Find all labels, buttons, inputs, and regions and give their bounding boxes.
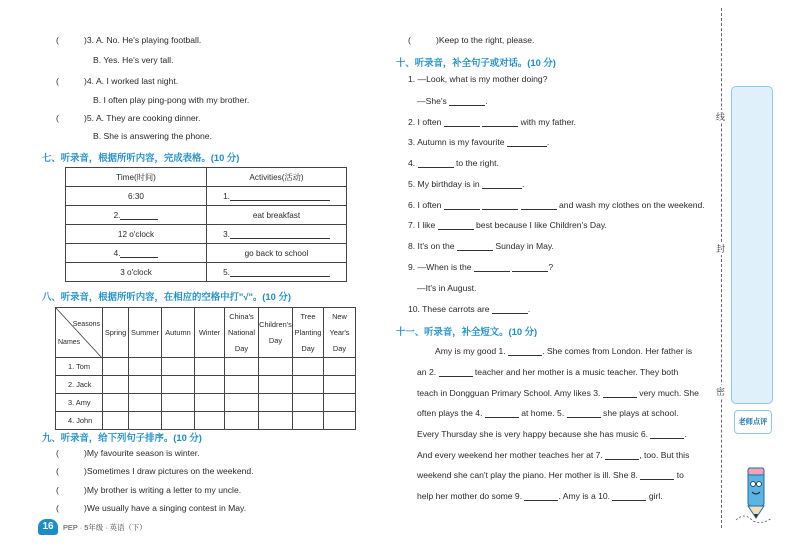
col-header: Spring	[103, 308, 129, 358]
answer-blank[interactable]	[507, 137, 547, 147]
activity-cell: 1.	[207, 187, 347, 206]
passage-line: often plays the 4. at home. 5. she plays at school.	[417, 408, 679, 418]
col-header: Winter	[195, 308, 225, 358]
col-header: New Year's Day	[324, 308, 356, 358]
q3-option-b: B. Yes. He's very tall.	[93, 55, 174, 65]
check-cell[interactable]	[225, 412, 259, 430]
cut-line	[721, 8, 722, 528]
time-cell: 6:30	[66, 187, 207, 206]
order-item: ( )My brother is writing a letter to my uncle.	[56, 485, 242, 495]
sentence-5: 5. My birthday is in .	[408, 179, 525, 189]
answer-blank[interactable]	[474, 262, 510, 272]
check-cell[interactable]	[129, 358, 162, 376]
footer-text: PEP · 5年级 · 英语（下）	[63, 523, 147, 532]
time-cell: 12 o'clock	[66, 225, 207, 244]
check-cell[interactable]	[324, 376, 356, 394]
check-cell[interactable]	[162, 394, 195, 412]
time-cell: 4.	[66, 244, 207, 263]
order-item: ( )Sometimes I draw pictures on the weekend.	[56, 466, 254, 476]
binding-char-mi: 密	[716, 387, 726, 397]
answer-blank[interactable]	[482, 117, 518, 127]
check-cell[interactable]	[129, 376, 162, 394]
sentence-2: 2. I often with my father.	[408, 117, 577, 127]
activity-cell: 3.	[207, 225, 347, 244]
check-cell[interactable]	[195, 394, 225, 412]
activity-cell: eat breakfast	[207, 206, 347, 225]
check-cell[interactable]	[103, 376, 129, 394]
sentence-4: 4. to the right.	[408, 158, 499, 168]
q3-option-a: ( )3. A. No. He's playing football.	[56, 35, 202, 45]
answer-blank[interactable]	[418, 158, 454, 168]
sentence-1-answer: —She's .	[417, 96, 488, 106]
check-cell[interactable]	[293, 412, 324, 430]
check-cell[interactable]	[293, 394, 324, 412]
passage-line: teach in Dongguan Primary School. Amy likes 3. very much. She	[417, 388, 699, 398]
check-cell[interactable]	[195, 412, 225, 430]
answer-blank[interactable]	[640, 470, 674, 480]
answer-blank[interactable]	[449, 96, 485, 106]
answer-blank[interactable]	[485, 408, 519, 418]
teacher-comment-label: 老师点评	[734, 410, 772, 434]
answer-blank[interactable]	[230, 267, 330, 277]
sentence-9-answer: —It's in August.	[417, 283, 477, 293]
check-cell[interactable]	[259, 358, 293, 376]
answer-blank[interactable]	[524, 491, 558, 501]
header-activities: Activities(活动)	[207, 168, 347, 187]
answer-blank[interactable]	[612, 491, 646, 501]
check-cell[interactable]	[259, 376, 293, 394]
q4-option-a: ( )4. A. I worked last night.	[56, 76, 179, 86]
answer-blank[interactable]	[439, 367, 473, 377]
check-cell[interactable]	[162, 412, 195, 430]
col-header: Children's Day	[259, 308, 293, 358]
sentence-9: 9. —When is the ?	[408, 262, 554, 272]
sentence-1: 1. —Look, what is my mother doing?	[408, 74, 548, 84]
passage-line: help her mother do some 9. . Amy is a 10. girl.	[417, 491, 663, 501]
check-cell[interactable]	[324, 358, 356, 376]
answer-blank[interactable]	[650, 429, 684, 439]
answer-blank[interactable]	[444, 200, 480, 210]
check-cell[interactable]	[259, 412, 293, 430]
check-cell[interactable]	[103, 358, 129, 376]
sentence-3: 3. Autumn is my favourite .	[408, 137, 550, 147]
check-cell[interactable]	[103, 394, 129, 412]
answer-blank[interactable]	[605, 450, 639, 460]
sentence-8: 8. It's on the Sunday in May.	[408, 241, 554, 251]
answer-blank[interactable]	[230, 229, 330, 239]
passage-line: Every Thursday she is very happy because she has music 6. .	[417, 429, 687, 439]
check-cell[interactable]	[129, 394, 162, 412]
order-item: ( )Keep to the right, please.	[408, 35, 535, 45]
binding-char-feng: 封	[716, 244, 726, 254]
check-cell[interactable]	[259, 394, 293, 412]
answer-blank[interactable]	[438, 220, 474, 230]
seasons-table	[55, 307, 356, 430]
check-cell[interactable]	[225, 358, 259, 376]
q4-option-b: B. I often play ping-pong with my brother.	[93, 95, 250, 105]
check-cell[interactable]	[195, 376, 225, 394]
corner-seasons-label: Seasons	[72, 321, 100, 328]
answer-blank[interactable]	[567, 408, 601, 418]
sentence-6: 6. I often and wash my clothes on the weekend.	[408, 200, 705, 210]
answer-blank[interactable]	[508, 346, 542, 356]
time-cell: 2.	[66, 206, 207, 225]
diagonal-line	[56, 308, 102, 358]
activity-cell: 5.	[207, 263, 347, 282]
check-cell[interactable]	[162, 358, 195, 376]
header-time: Time(时间)	[66, 168, 207, 187]
section-7-title: 七、听录音，根据所听内容，完成表格。(10 分)	[42, 152, 240, 163]
order-item: ( )My favourite season is winter.	[56, 448, 200, 458]
passage-line: Amy is my good 1. . She comes from London. Her father is	[435, 346, 693, 356]
section-9-title: 九、听录音，给下列句子排序。(10 分)	[42, 432, 202, 443]
check-cell[interactable]	[129, 412, 162, 430]
col-header: Tree Planting Day	[293, 308, 324, 358]
answer-blank[interactable]	[521, 200, 557, 210]
time-cell: 3 o'clock	[66, 263, 207, 282]
q5-option-b: B. She is answering the phone.	[93, 131, 212, 141]
diagonal-header-cell	[56, 308, 103, 358]
passage-line: And every weekend her mother teaches her at 7. , too. But this	[417, 450, 690, 460]
section-10-title: 十、听录音，补全句子或对话。(10 分)	[396, 57, 556, 68]
schedule-table	[65, 167, 347, 282]
col-header: Summer	[129, 308, 162, 358]
sentence-7: 7. I like best because I like Children's Day.	[408, 220, 607, 230]
check-cell[interactable]	[162, 376, 195, 394]
name-cell: 4. John	[56, 412, 103, 430]
answer-blank[interactable]	[492, 304, 528, 314]
section-8-title: 八、听录音，根据所听内容，在相应的空格中打"√"。(10 分)	[42, 291, 291, 302]
col-header: China's National Day	[225, 308, 259, 358]
sentence-10: 10. These carrots are .	[408, 304, 531, 314]
answer-blank[interactable]	[512, 262, 548, 272]
teacher-comment-panel	[731, 86, 773, 404]
name-cell: 3. Amy	[56, 394, 103, 412]
answer-blank[interactable]	[482, 179, 522, 189]
answer-blank[interactable]	[120, 248, 158, 258]
check-cell[interactable]	[293, 376, 324, 394]
answer-blank[interactable]	[457, 241, 493, 251]
check-cell[interactable]	[195, 358, 225, 376]
check-cell[interactable]	[225, 394, 259, 412]
pencil-mascot-icon	[734, 466, 778, 526]
answer-blank[interactable]	[603, 388, 637, 398]
q5-option-a: ( )5. A. They are cooking dinner.	[56, 113, 201, 123]
col-header: Autumn	[162, 308, 195, 358]
check-cell[interactable]	[225, 376, 259, 394]
check-cell[interactable]	[103, 412, 129, 430]
section-11-title: 十一、听录音，补全短文。(10 分)	[396, 326, 538, 337]
corner-names-label: Names	[58, 339, 81, 346]
check-cell[interactable]	[324, 412, 356, 430]
activity-cell: go back to school	[207, 244, 347, 263]
passage-line: weekend she can't play the piano. Her mother is ill. She 8. to	[417, 470, 684, 480]
passage-line: an 2. teacher and her mother is a music teacher. They both	[417, 367, 679, 377]
answer-blank[interactable]	[120, 210, 158, 220]
answer-blank[interactable]	[230, 191, 330, 201]
binding-char-xian: 线	[716, 112, 726, 122]
order-item: ( )We usually have a singing contest in May.	[56, 503, 247, 513]
answer-blank[interactable]	[482, 200, 518, 210]
check-cell[interactable]	[324, 394, 356, 412]
name-cell: 1. Tom	[56, 358, 103, 376]
answer-blank[interactable]	[444, 117, 480, 127]
page-number: 16	[38, 519, 58, 535]
check-cell[interactable]	[293, 358, 324, 376]
name-cell: 2. Jack	[56, 376, 103, 394]
